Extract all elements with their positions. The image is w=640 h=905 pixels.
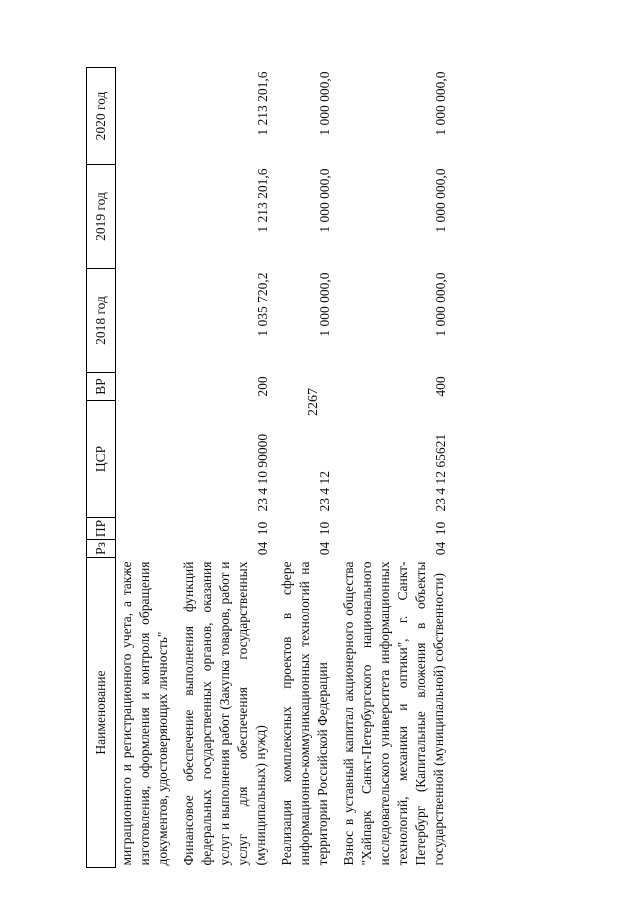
row-csr: 23 4 10 90000 xyxy=(255,433,270,512)
row-2019: 1 213 201,6 xyxy=(255,168,270,233)
row-rz xyxy=(116,540,179,558)
row-2020: 1 213 201,6 xyxy=(255,71,270,136)
row-name: Финансовое обеспечение выполнения функций федеральных государственных органов, оказания услуг и выполнения работ (Закупка товаров, работ и услуг для обеспечения государственных (муниципальных) нужд) xyxy=(181,561,268,866)
row-2018: 1 000 000,0 xyxy=(433,272,448,337)
header-name: Наименование xyxy=(87,558,116,868)
table-row xyxy=(276,68,338,868)
header-rz: Рз xyxy=(87,540,116,558)
row-csr xyxy=(116,401,179,518)
table-row xyxy=(116,68,179,868)
row-2018: 1 000 000,0 xyxy=(317,272,332,337)
row-2019 xyxy=(116,165,179,269)
header-2018: 2018 год xyxy=(87,269,116,373)
header-2019: 2019 год xyxy=(87,165,116,269)
row-name: миграционного и регистрационного учета, а также изготовления, оформления и контроля обращения документов, удостоверяющих личность" xyxy=(119,561,170,866)
budget-table-rotated xyxy=(86,68,631,868)
row-vr xyxy=(276,373,338,401)
header-vr: ВР xyxy=(87,373,116,401)
row-2020: 1 000 000,0 xyxy=(433,71,448,136)
row-2019: 1 000 000,0 xyxy=(433,168,448,233)
row-csr: 23 4 12 xyxy=(317,471,332,512)
row-rz: 04 xyxy=(433,541,448,556)
header-pr: ПР xyxy=(87,518,116,540)
row-vr: 200 xyxy=(255,376,270,397)
header-csr: ЦСР xyxy=(87,401,116,518)
row-pr: 10 xyxy=(255,521,270,536)
header-2020: 2020 год xyxy=(87,68,116,165)
row-csr: 23 4 12 65621 xyxy=(433,433,448,512)
row-2020 xyxy=(116,68,179,165)
row-name: Взнос в уставный капитал акционерного общества "Хайпарк Санкт-Петербургского национального исследовательского университета информационных технологий, механики и оптики", г. Санкт-Петербург (Капитальные вложения в объекты государственной (муниципальной) собственности) xyxy=(341,561,446,866)
budget-table xyxy=(86,67,454,868)
row-pr: 10 xyxy=(433,521,448,536)
row-pr xyxy=(116,518,179,540)
table-row xyxy=(178,68,276,868)
row-vr: 400 xyxy=(433,376,448,397)
row-2018 xyxy=(116,269,179,373)
row-rz: 04 xyxy=(255,541,270,556)
table-header xyxy=(87,68,116,868)
row-rz: 04 xyxy=(317,541,332,556)
table-row xyxy=(338,68,454,868)
row-name: Реализация комплексных проектов в сфере информационно-коммуникационных технологий на территории Российской Федерации xyxy=(279,561,330,866)
row-2019: 1 000 000,0 xyxy=(317,168,332,233)
row-2018: 1 035 720,2 xyxy=(255,272,270,337)
row-pr: 10 xyxy=(317,521,332,536)
page-number: 2267 xyxy=(306,388,321,416)
row-vr xyxy=(116,373,179,401)
row-2020: 1 000 000,0 xyxy=(317,71,332,136)
